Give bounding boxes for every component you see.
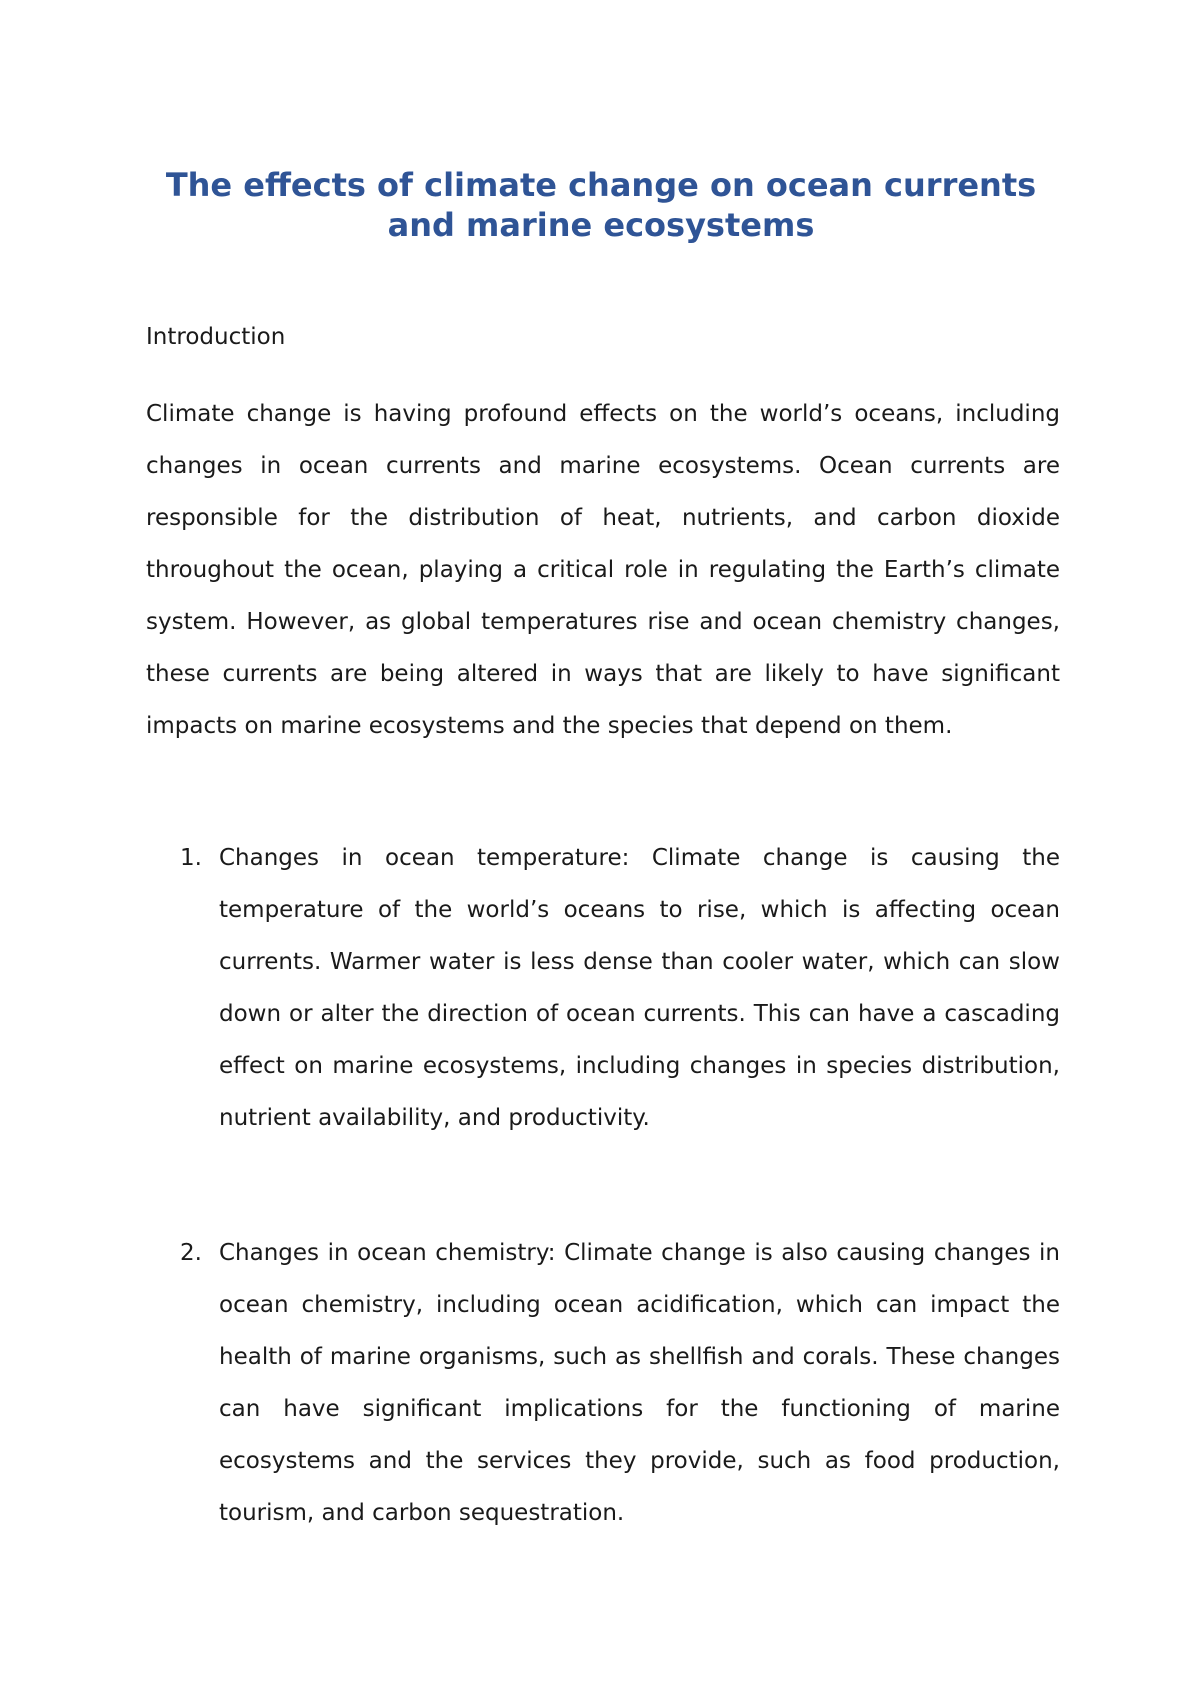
list-item-number: 2. [180, 1240, 202, 1266]
document-title: The effects of climate change on ocean currents and marine ecosystems [165, 166, 1037, 244]
list-item [146, 1227, 1060, 1539]
list-item-number: 1. [180, 845, 202, 871]
list-item [146, 832, 1060, 1144]
section-heading-introduction: Introduction [146, 324, 286, 350]
list-item-text: Changes in ocean chemistry: Climate change is also causing changes in ocean chemistry, including ocean acidification, which can impact the health of marine organisms, such as shellfish and corals. These changes can have significant implications for the functioning of marine ecosystems and the services they provide, such as food production, tourism, and carbon sequestration. [219, 1240, 1060, 1526]
list-item-text: Changes in ocean temperature: Climate change is causing the temperature of the world’s oceans to rise, which is affecting ocean currents. Warmer water is less dense than cooler water, which can slow down or alter the direction of ocean currents. This can have a cascading effect on marine ecosystems, including changes in species distribution, nutrient availability, and productivity. [219, 845, 1060, 1131]
introduction-paragraph: Climate change is having profound effects on the world’s oceans, including changes in ocean currents and marine ecosystems. Ocean currents are responsible for the distribution of heat, nutrients, and carbon dioxide throughout the ocean, playing a critical role in regulating the Earth’s climate system. However, as global temperatures rise and ocean chemistry changes, these currents are being altered in ways that are likely to have significant impacts on marine ecosystems and the species that depend on them. [146, 401, 1060, 739]
